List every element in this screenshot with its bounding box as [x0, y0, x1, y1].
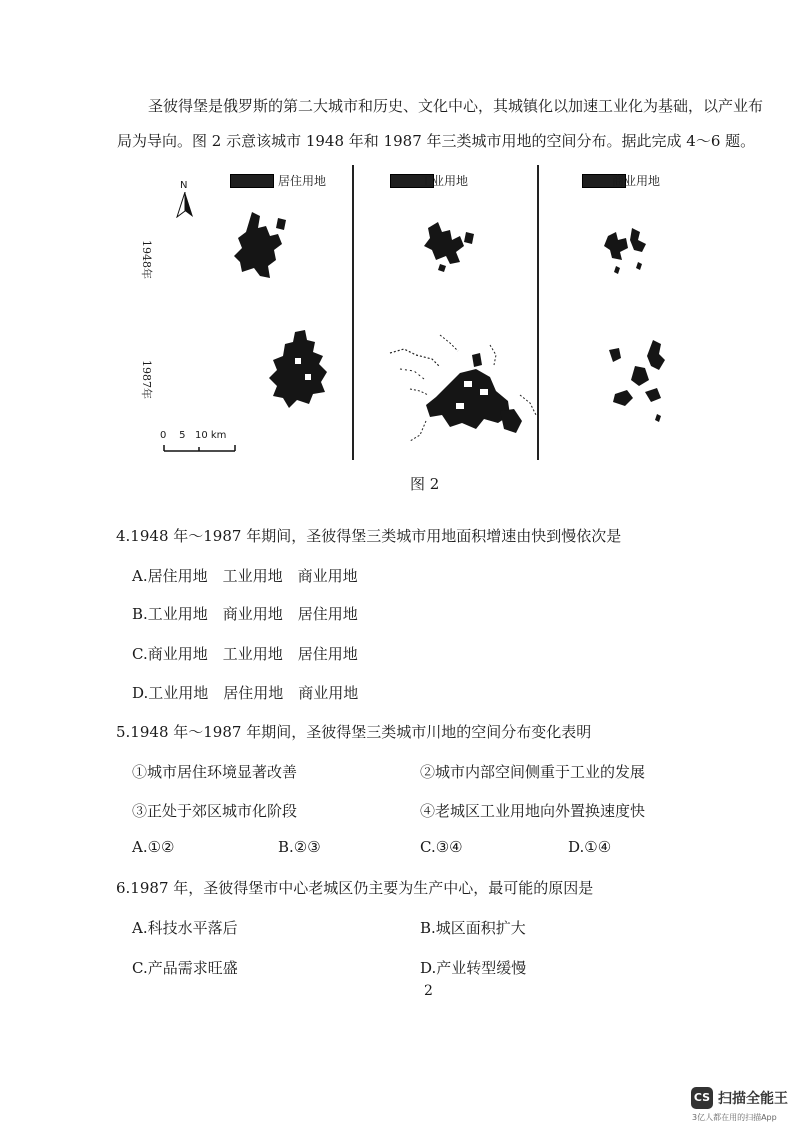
map-1948-commercial — [598, 222, 658, 277]
q5-option-b: B.②③ — [278, 838, 321, 856]
north-arrow-icon — [176, 192, 194, 218]
q5-statement-2: ②城市内部空间侧重于工业的发展 — [420, 763, 646, 781]
figure-2 — [140, 160, 690, 460]
q5-option-c: C.③④ — [420, 838, 463, 856]
legend-commercial: 商业用地 — [612, 174, 661, 188]
q5-statement-4: ④老城区工业用地向外置换速度快 — [420, 802, 646, 820]
q5-stem: 5.1948 年～1987 年期间，圣彼得堡三类城市川地的空间分布变化表明 — [116, 723, 592, 741]
year-label-1987: 1987年 — [140, 360, 153, 399]
intro-line-1: 圣彼得堡是俄罗斯的第二大城市和历史、文化中心，其城镇化以加速工业化为基础，以产业布 — [148, 97, 764, 115]
q6-stem: 6.1987 年，圣彼得堡市中心老城区仍主要为生产中心，最可能的原因是 — [116, 879, 594, 897]
q5-option-a: A.①② — [132, 838, 175, 856]
q6-option-b: B.城区面积扩大 — [420, 919, 526, 937]
watermark-subtitle: 3亿人都在用的扫描App — [692, 1113, 777, 1122]
figure-caption: 图 2 — [410, 475, 440, 493]
q6-option-a: A.科技水平落后 — [132, 919, 238, 937]
q4-option-b: B.工业用地 商业用地 居住用地 — [132, 605, 358, 623]
q6-option-d: D.产业转型缓慢 — [420, 959, 527, 977]
map-1948-residential — [230, 210, 305, 285]
page-number: 2 — [424, 983, 433, 999]
q5-statement-1: ①城市居住环境显著改善 — [132, 763, 298, 781]
camscanner-logo-icon: CS — [691, 1087, 713, 1109]
year-label-1948: 1948年 — [140, 240, 153, 279]
intro-line-2: 局为导向。图 2 示意该城市 1948 年和 1987 年三类城市用地的空间分布。据此完成 4～6 题。 — [117, 132, 756, 150]
legend-residential: 居住用地 — [278, 174, 327, 188]
q4-stem: 4.1948 年～1987 年期间，圣彼得堡三类城市用地面积增速由快到慢依次是 — [116, 527, 622, 545]
panel-divider — [352, 165, 354, 460]
legend-industrial: 工业用地 — [420, 174, 469, 188]
legend-swatch-residential — [230, 174, 274, 188]
watermark-title: 扫描全能王 — [718, 1091, 788, 1107]
q5-statement-3: ③正处于郊区城市化阶段 — [132, 802, 298, 820]
q4-option-a: A.居住用地 工业用地 商业用地 — [132, 567, 358, 585]
map-1987-residential — [265, 328, 345, 413]
map-1948-industrial — [420, 218, 485, 273]
north-label: N — [180, 180, 188, 191]
q4-option-c: C.商业用地 工业用地 居住用地 — [132, 645, 358, 663]
scale-label: 0 5 10 km — [160, 430, 227, 441]
q4-option-d: D.工业用地 居住用地 商业用地 — [132, 684, 359, 702]
scale-bar — [163, 443, 238, 453]
map-1987-industrial — [380, 325, 540, 450]
q5-option-d: D.①④ — [568, 838, 612, 856]
q6-option-c: C.产品需求旺盛 — [132, 959, 238, 977]
map-1987-commercial — [605, 336, 685, 426]
